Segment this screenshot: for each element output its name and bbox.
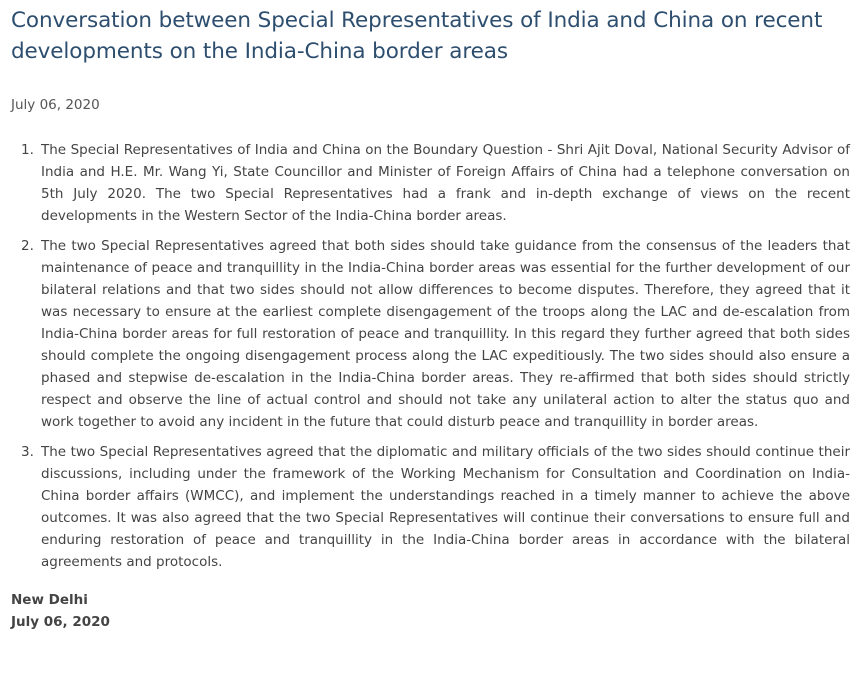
dateline-place: New Delhi	[11, 592, 88, 608]
list-item	[11, 139, 850, 227]
dateline-date: July 06, 2020	[11, 614, 110, 630]
list-item-number: 2.	[21, 238, 34, 254]
list-item-text: The Special Representatives of India and China on the Boundary Question - Shri Ajit Doval, National Security Advisor of India and H.E. Mr. Wang Yi, State Councillor and Minister of Foreign Affairs of China had a telephone conversation on 5th July 2020. The two Special Representatives had a frank and in-depth exchange of views on the recent developments in the Western Sector of the India-China border areas.	[41, 142, 850, 224]
page-title: Conversation between Special Representatives of India and China on recent developments on the India-China border areas	[11, 8, 823, 64]
numbered-list	[11, 139, 850, 573]
list-item	[11, 441, 850, 573]
list-item-number: 1.	[21, 142, 34, 158]
list-item	[11, 235, 850, 433]
list-item-number: 3.	[21, 444, 34, 460]
list-item-text: The two Special Representatives agreed that both sides should take guidance from the consensus of the leaders that maintenance of peace and tranquillity in the India-China border areas was essential for the further development of our bilateral relations and that two sides should not allow differences to become disputes. Therefore, they agreed that it was necessary to ensure at the earliest complete disengagement of the troops along the LAC and de-escalation from India-China border areas for full restoration of peace and tranquillity. In this regard they further agreed that both sides should complete the ongoing disengagement process along the LAC expeditiously. The two sides should also ensure a phased and stepwise de-escalation in the India-China border areas. They re-affirmed that both sides should strictly respect and observe the line of actual control and should not take any unilateral action to alter the status quo and work together to avoid any incident in the future that could disturb peace and tranquillity in border areas.	[41, 238, 850, 430]
publication-date: July 06, 2020	[11, 97, 100, 113]
list-item-text: The two Special Representatives agreed that the diplomatic and military officials of the two sides should continue their discussions, including under the framework of the Working Mechanism for Consultation and Coordination on India-China border affairs (WMCC), and implement the understandings reached in a timely manner to achieve the above outcomes. It was also agreed that the two Special Representatives will continue their conversations to ensure full and enduring restoration of peace and tranquillity in the India-China border areas in accordance with the bilateral agreements and protocols.	[41, 444, 850, 570]
